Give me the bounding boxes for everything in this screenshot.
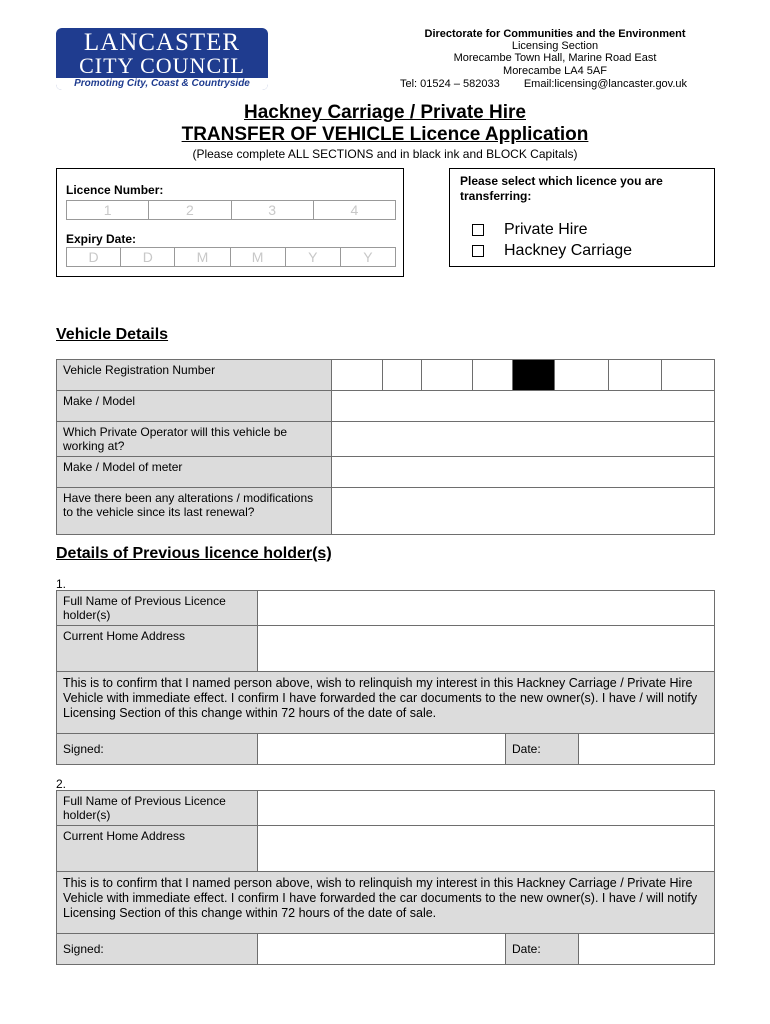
reg-char-cell[interactable] (608, 360, 661, 391)
holder-address-label: Current Home Address (57, 826, 258, 872)
checkbox-icon[interactable] (472, 245, 484, 257)
logo-tagline: Promoting City, Coast & Countryside (74, 78, 250, 89)
form-instructions: (Please complete ALL SECTIONS and in black ink and BLOCK Capitals) (192, 147, 578, 161)
option-hackney-carriage[interactable] (472, 242, 632, 260)
holder-address-label: Current Home Address (57, 626, 258, 672)
checkbox-icon[interactable] (472, 224, 484, 236)
reg-char-cell[interactable] (332, 360, 383, 391)
date-field[interactable] (579, 934, 715, 965)
option-label: Private Hire (504, 221, 588, 238)
make-model-field[interactable] (332, 391, 715, 422)
reg-char-cell[interactable] (422, 360, 473, 391)
alterations-label: Have there been any alterations / modifications to the vehicle since its last renewal? (57, 488, 332, 535)
relinquish-statement: This is to confirm that I named person above, wish to relinquish my interest in this Hackney Carriage / Private Hire Vehicle with immediate effect. I confirm I have forwarded the car documents to the new owner(s). I have / will notify Licensing Section of this change within 72 hours of the date of sale. (57, 672, 715, 734)
alterations-field[interactable] (332, 488, 715, 535)
holder-address-field[interactable] (258, 826, 715, 872)
logo-line1: LANCASTER (83, 29, 241, 56)
holder-number: 1. (56, 577, 67, 591)
expiry-cell[interactable]: Y (363, 249, 373, 265)
reg-char-cell[interactable] (555, 360, 608, 391)
holder-table-1 (56, 590, 715, 765)
make-model-label: Make / Model (57, 391, 332, 422)
expiry-cell[interactable]: M (175, 248, 230, 266)
expiry-cell[interactable]: M (231, 248, 286, 266)
date-label: Date: (506, 934, 579, 965)
date-label: Date: (506, 734, 579, 765)
expiry-date-label: Expiry Date: (66, 232, 137, 246)
reg-char-cell[interactable] (661, 360, 714, 391)
holder-address-field[interactable] (258, 626, 715, 672)
council-logo (56, 28, 268, 90)
header-directorate: Directorate for Communities and the Environment (424, 28, 686, 40)
expiry-cell[interactable]: D (67, 248, 121, 266)
reg-char-cell-blocked (512, 360, 555, 391)
option-private-hire[interactable] (472, 221, 588, 239)
meter-model-field[interactable] (332, 457, 715, 488)
form-subtitle-title: TRANSFER OF VEHICLE Licence Application (181, 124, 589, 145)
header-section: Licensing Section (511, 40, 599, 52)
holder-table-2 (56, 790, 715, 965)
header-email: Email:licensing@lancaster.gov.uk (523, 78, 688, 90)
licence-number-cell[interactable]: 4 (350, 202, 359, 218)
holder-name-label: Full Name of Previous Licence holder(s) (57, 591, 258, 626)
licence-number-cells[interactable] (66, 200, 396, 220)
date-field[interactable] (579, 734, 715, 765)
relinquish-statement: This is to confirm that I named person above, wish to relinquish my interest in this Hackney Carriage / Private Hire Vehicle with immediate effect. I confirm I have forwarded the car documents to the new owner(s). I have / will notify Licensing Section of this change within 72 hours of the date of sale. (57, 872, 715, 934)
header-address1: Morecambe Town Hall, Marine Road East (453, 52, 657, 64)
logo-line2: CITY COUNCIL (79, 53, 245, 78)
signed-label: Signed: (57, 734, 258, 765)
licence-number-cell[interactable]: 3 (232, 201, 314, 219)
reg-char-cell[interactable] (383, 360, 422, 391)
licence-number-cell[interactable]: 1 (67, 201, 149, 219)
licence-type-box (449, 168, 715, 267)
signed-field[interactable] (258, 734, 506, 765)
expiry-cell[interactable]: Y (286, 248, 341, 266)
vehicle-reg-label: Vehicle Registration Number (57, 360, 332, 391)
expiry-date-cells[interactable] (66, 247, 396, 267)
reg-char-cell[interactable] (473, 360, 512, 391)
signed-field[interactable] (258, 934, 506, 965)
private-operator-field[interactable] (332, 422, 715, 457)
holder-name-label: Full Name of Previous Licence holder(s) (57, 791, 258, 826)
meter-model-label: Make / Model of meter (57, 457, 332, 488)
private-operator-label: Which Private Operator will this vehicle be working at? (57, 422, 332, 457)
form-title: Hackney Carriage / Private Hire (244, 102, 526, 123)
header-contact (400, 78, 720, 90)
previous-holders-heading: Details of Previous licence holder(s) (56, 545, 332, 562)
vehicle-details-heading: Vehicle Details (56, 326, 169, 343)
vehicle-details-table (56, 359, 715, 535)
signed-label: Signed: (57, 934, 258, 965)
header-address2: Morecambe LA4 5AF (503, 65, 607, 77)
header-tel: Tel: 01524 – 582033 (400, 78, 500, 90)
holder-name-field[interactable] (258, 791, 715, 826)
expiry-cell[interactable]: D (121, 248, 175, 266)
licence-number-label: Licence Number: (66, 183, 164, 197)
licence-box (56, 168, 404, 277)
licence-number-cell[interactable]: 2 (149, 201, 231, 219)
holder-name-field[interactable] (258, 591, 715, 626)
holder-number: 2. (56, 777, 67, 791)
option-label: Hackney Carriage (504, 242, 633, 259)
licence-type-question: Please select which licence you are transferring: (460, 174, 663, 203)
